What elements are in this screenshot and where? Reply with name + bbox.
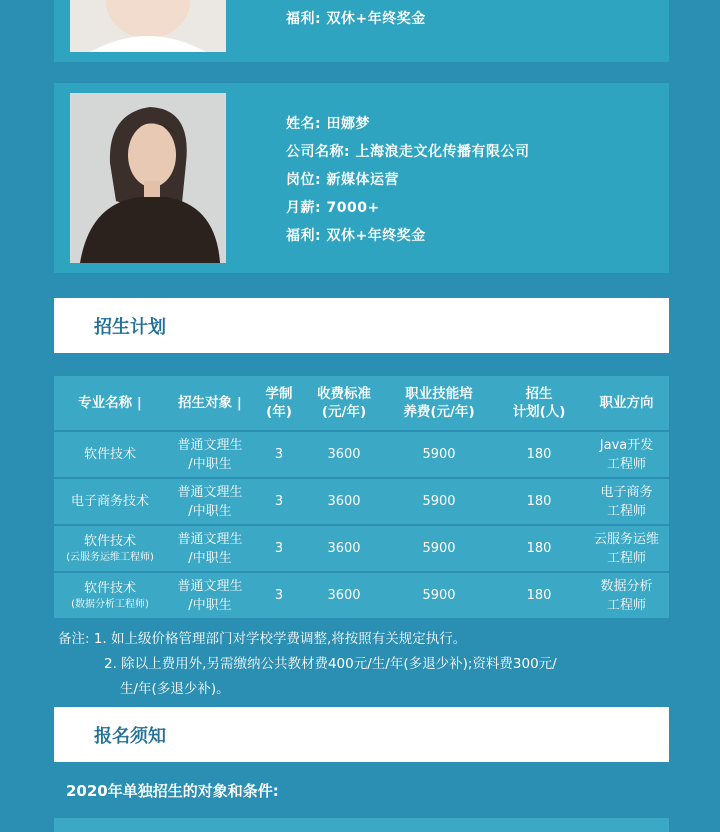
table-row [54,526,669,571]
cell-training: 5900 [384,526,494,571]
notes-block [58,627,668,702]
content-panel-edge [54,818,669,832]
benefits-label: 福利: [286,11,322,27]
cell-years: 3 [254,526,304,571]
signup-subheading: 2020年单独招生的对象和条件: [66,782,279,800]
enrollment-plan-table [54,374,669,620]
header-target: 招生对象 | [166,376,254,430]
company-label: 公司名称: [286,144,351,160]
profile-info-2 [286,110,529,250]
cell-tuition: 3600 [304,526,384,571]
position-value: 新媒体运营 [326,172,399,188]
note-line-2: 2. 除以上费用外,另需缴纳公共教材费400元/生/年(多退少补);资料费300元/ [104,656,557,672]
section-bar-signup [54,707,669,762]
salary-value [332,0,385,5]
header-tuition: 收费标准 (元/年) [304,376,384,430]
cell-years: 3 [254,479,304,524]
cell-tuition: 3600 [304,432,384,477]
profile-info-1 [286,0,426,33]
header-plan-count: 招生 计划(人) [494,376,584,430]
profile-photo-2 [70,93,226,263]
cell-direction: 电子商务 工程师 [584,479,669,524]
note-line-1: 备注: 1. 如上级价格管理部门对学校学费调整,将按照有关规定执行。 [58,631,467,647]
cell-direction: 云服务运维 工程师 [584,526,669,571]
profile-photo-1 [70,0,226,52]
company-value: 上海浪走文化传播有限公司 [355,144,530,160]
cell-direction: Java开发 工程师 [584,432,669,477]
cell-plan: 180 [494,573,584,618]
table-row [54,432,669,477]
cell-major: 电子商务技术 [54,479,166,524]
profile-card-1 [54,0,669,62]
cell-plan: 180 [494,479,584,524]
section-title-plan: 招生计划 [94,317,166,338]
position-label: 岗位: [286,172,322,188]
cell-years: 3 [254,573,304,618]
cell-target: 普通文理生 /中职生 [166,479,254,524]
benefits-value: 双休+年终奖金 [326,228,426,244]
cell-target: 普通文理生 /中职生 [166,526,254,571]
cell-tuition: 3600 [304,479,384,524]
header-major: 专业名称 | [54,376,166,430]
table-row [54,573,669,618]
cell-major: 软件技术 [54,432,166,477]
cell-plan: 180 [494,526,584,571]
header-years: 学制 (年) [254,376,304,430]
salary-label: 月薪: [286,200,322,216]
cell-major: 软件技术 (数据分析工程师) [54,573,166,618]
cell-plan: 180 [494,432,584,477]
cell-training: 5900 [384,479,494,524]
cell-major: 软件技术 (云服务运维工程师) [54,526,166,571]
cell-target: 普通文理生 /中职生 [166,432,254,477]
cell-training: 5900 [384,573,494,618]
table-header-row [54,376,669,430]
cell-direction: 数据分析 工程师 [584,573,669,618]
name-label: 姓名: [286,116,322,132]
cell-training: 5900 [384,432,494,477]
cell-years: 3 [254,432,304,477]
table-row [54,479,669,524]
section-bar-plan [54,298,669,353]
note-line-3: 生/年(多退少补)。 [120,681,230,697]
header-training-fee: 职业技能培 养费(元/年) [384,376,494,430]
benefits-label: 福利: [286,228,322,244]
name-value: 田娜梦 [326,116,370,132]
cell-tuition: 3600 [304,573,384,618]
benefits-value: 双休+年终奖金 [326,11,426,27]
profile-card-2 [54,83,669,273]
header-direction: 职业方向 [584,376,669,430]
cell-target: 普通文理生 /中职生 [166,573,254,618]
section-title-signup: 报名须知 [94,726,166,747]
salary-value: 7000+ [326,200,380,216]
